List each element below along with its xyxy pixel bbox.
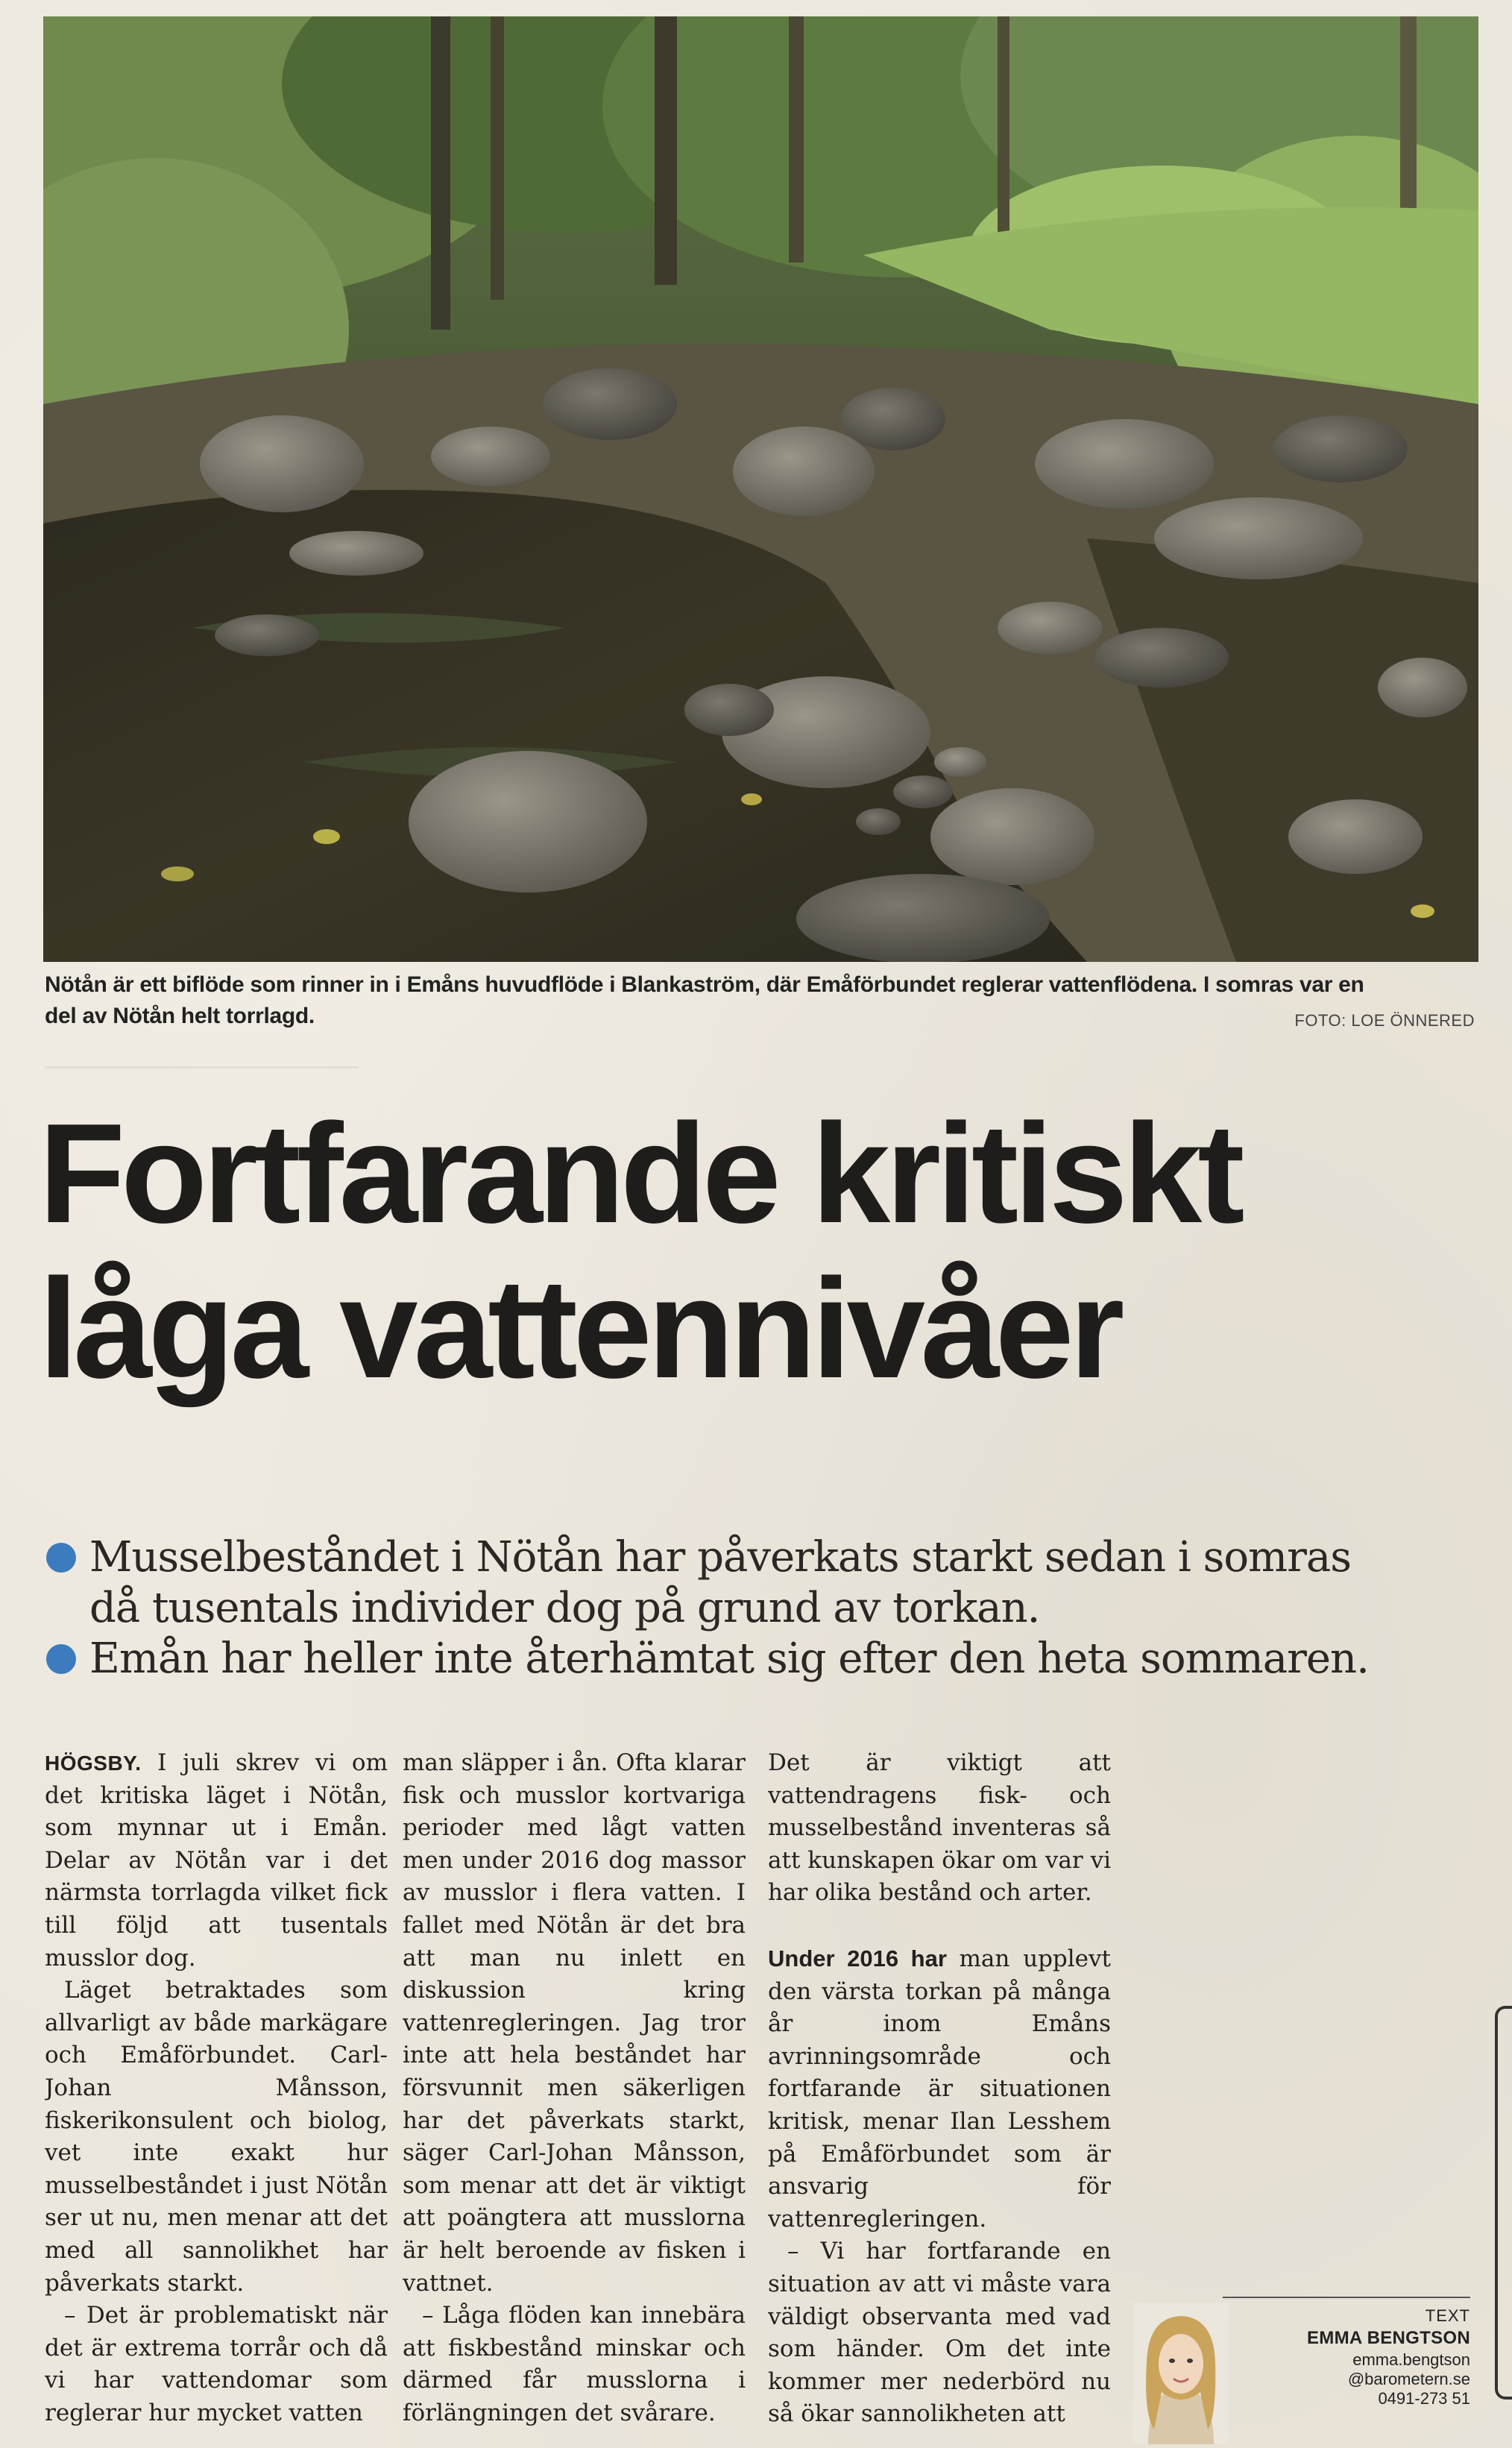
- author-email-domain: @barometern.se: [1347, 2370, 1470, 2388]
- photo-credit: FOTO: LOE ÖNNERED: [1294, 1011, 1475, 1030]
- dry-streambed-image: [43, 16, 1478, 962]
- author-email: emma.bengtson: [1352, 2350, 1470, 2369]
- paragraph-6-text: – Vi har fortfarande en situation av att vi måste vara väldigt observanta med vad som händer. Om det inte kommer mer nederbörd nu så ökar sannolikheten att: [768, 2238, 1111, 2428]
- paragraph-2: Läget betraktades som allvarligt av både markägare och Emåförbundet. Carl-Johan Månsson, fiskerikonsulent och biolog, vet inte exakt hur musselbeståndet i just Nötån ser ut nu, men menar att det med all sannolikhet har påverkats starkt.: [45, 1977, 388, 2297]
- ingress-item-2-text: Emån har heller inte återhämtat sig efter den heta sommaren.: [89, 1634, 1369, 1683]
- ingress-item-2: [45, 1634, 1484, 1684]
- paragraph-4-cont-text: Det är viktigt att vattendragens fisk- och musselbestånd inventeras så att kunskapen ökar om var vi har olika bestånd och arter.: [768, 1749, 1111, 1907]
- paragraph-gap: [768, 1910, 1111, 1942]
- ingress-item-1: [45, 1532, 1484, 1634]
- caption-line-1: Nötån är ett biflöde som rinner in i Emåns huvudflöde i Blankaström, där Emåförbundet reglerar vattenflödena. I somras var en: [45, 972, 1364, 997]
- ingress-item-1-line-1: Musselbeståndet i Nötån har påverkats starkt sedan i somras: [89, 1533, 1352, 1582]
- article-column-1: [45, 1747, 388, 2448]
- paragraph-6: [768, 2235, 1111, 2431]
- article-column-2: [403, 1747, 746, 2448]
- photo-caption: [45, 969, 1476, 1032]
- dateline: HÖGSBY.: [45, 1752, 142, 1775]
- subhead: Under 2016 har: [768, 1945, 960, 1972]
- paragraph-5-text: man upplevt den värsta torkan på många år inom Emåns avrinningsområde och fortfarande är situationen kritisk, menar Ilan Lesshem på Emåförbundet som är ansvarig för vattenregleringen.: [768, 1945, 1111, 2233]
- blue-bullet-icon: [46, 1543, 76, 1573]
- byline-rule: [1223, 2297, 1470, 2298]
- paragraph-5: [768, 1942, 1111, 2235]
- headline: [39, 1096, 1500, 1406]
- adjacent-box-edge: [1495, 2006, 1512, 2400]
- bleed-through: [45, 1044, 358, 1069]
- paragraph-1-text: I juli skrev vi om det kritiska läget i Nötån, som mynnar ut i Emån. Delar av Nötån var i det närmsta torrlagda vilket fick till följd att tusentals musslor dog.: [45, 1749, 388, 1972]
- ingress: [45, 1532, 1484, 1684]
- byline-label: TEXT: [1425, 2306, 1470, 2325]
- author-phone: 0491-273 51: [1378, 2389, 1470, 2408]
- caption-line-2: del av Nötån helt torrlagd.: [45, 1004, 315, 1028]
- paragraph-4-cont: [768, 1747, 1111, 1910]
- byline-text: [1307, 2306, 1470, 2408]
- headline-line-1: Fortfarande kritiskt: [39, 1095, 1241, 1253]
- headline-line-2: låga vattennivåer: [39, 1250, 1121, 1408]
- blue-bullet-icon: [46, 1644, 76, 1674]
- paragraph-3-cont-text: man släpper i ån. Ofta klarar fisk och musslor kortvariga perioder med lågt vatten men under 2016 dog massor av musslor i flera vatten. I fallet med Nötån är det bra att man nu inlett en diskussion kring vattenregleringen. Jag tror inte att hela beståndet har försvunnit men säkerligen har det påverkats starkt, säger Carl-Johan Månsson, som menar att det är viktigt att poängtera att musslorna är helt beroende av fisken i vattnet.: [403, 1749, 746, 2297]
- article-column-3: [768, 1747, 1111, 2448]
- paragraph-1: [45, 1747, 388, 1975]
- author-name: EMMA BENGTSON: [1306, 2328, 1470, 2348]
- paragraph-4-text: – Låga flöden kan innebära att fiskbestånd minskar och därmed får musslorna i förlängningen det svårare.: [403, 2302, 746, 2426]
- author-photo: [1133, 2303, 1229, 2444]
- byline: [1133, 2297, 1470, 2446]
- paragraph-3-start: – Det är problematiskt när det är extrema torrår och då vi har vattendomar som reglerar hur mycket vatten: [45, 2302, 388, 2426]
- paragraph-4: [403, 2300, 746, 2429]
- ingress-item-1-line-2: då tusentals individer dog på grund av torkan.: [89, 1584, 1040, 1632]
- stream-photo: [43, 16, 1478, 962]
- paragraph-3-cont: [403, 1747, 746, 2300]
